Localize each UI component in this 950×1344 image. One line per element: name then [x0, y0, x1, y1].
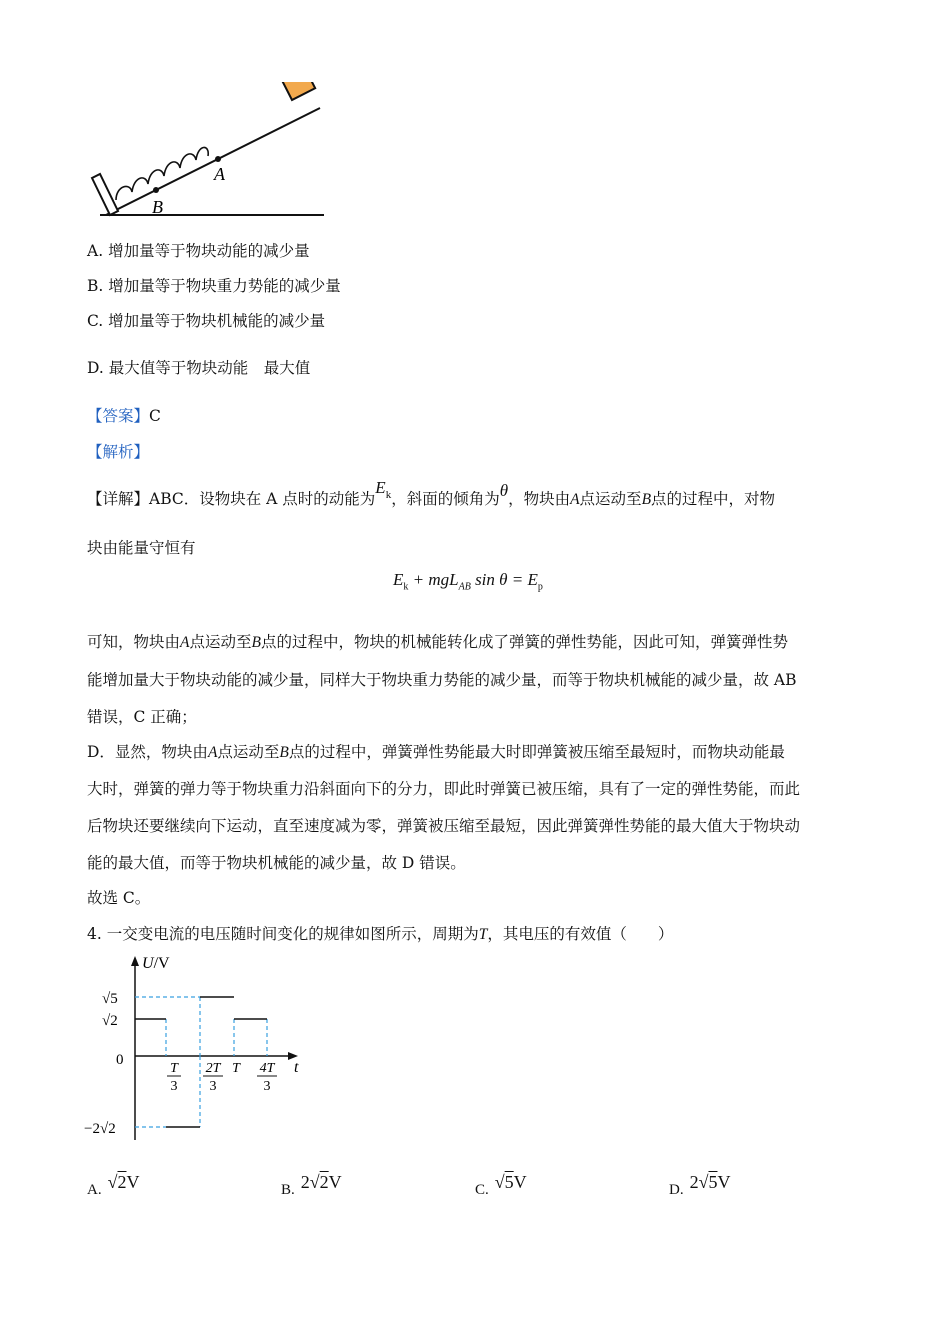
p2-line-2: 大时，弹簧的弹力等于物块重力沿斜面向下的分力，即此时弹簧已被压缩，具有了一定的弹性势能，而此: [87, 780, 801, 798]
x-tick-2t3-num: 2T: [205, 1061, 221, 1076]
option-b[interactable]: B. 增加量等于物块重力势能的减少量: [87, 277, 341, 295]
p1-line-3: 错误，C 正确；: [87, 708, 197, 726]
spring-incline-figure: [88, 82, 333, 222]
spring-coil: [116, 147, 208, 200]
incline-line: [106, 108, 320, 215]
p1-line-1: 可知，物块由A点运动至B点的过程中，物块的机械能转化成了弹簧的弹性势能，因此可知，弹簧弹性势: [87, 633, 788, 651]
y-tick-sqrt2: √2: [102, 1013, 118, 1029]
p2-line-1: D．显然，物块由A点运动至B点的过程中，弹簧弹性势能最大时即弹簧被压缩至最短时，而物块动能最: [87, 743, 785, 761]
svg-text:U/V: [142, 955, 170, 972]
x-tick-2t3-den: 3: [209, 1079, 217, 1094]
option-c[interactable]: C. 增加量等于物块机械能的减少量: [87, 312, 326, 330]
detail-line-2: 块由能量守恒有: [87, 539, 196, 557]
y-axis-unit: /V: [153, 955, 170, 972]
answer-value: C: [149, 407, 161, 425]
answer-line: [87, 405, 161, 427]
conclusion: 故选 C。: [87, 889, 151, 907]
voltage-time-graph: [80, 950, 320, 1145]
wall-block: [92, 174, 118, 215]
orange-block: [280, 82, 315, 100]
point-a-dot: [215, 156, 221, 162]
option-a[interactable]: A. 增加量等于物块动能的减少量: [87, 242, 310, 260]
p2-line-4: 能的最大值，而等于物块机械能的减少量，故 D 错误。: [87, 854, 466, 872]
y-tick-sqrt5: √5: [102, 991, 118, 1007]
detail-line-1: 【详解】ABC．设物块在 A 点时的动能为$E^k$，斜面的倾角为θ，物块由A点运动至B点的过程中，对物: [87, 478, 776, 508]
x-tick-t3-den: 3: [170, 1079, 178, 1094]
detail-tag: 【详解】: [87, 490, 150, 508]
y-axis-arrow-icon: [131, 956, 139, 966]
q4-option-c[interactable]: C. √5V: [475, 1172, 527, 1198]
x-axis-label: t: [294, 1059, 299, 1076]
analysis-tag: 【解析】: [87, 443, 150, 461]
q4-option-a[interactable]: A. √2V: [87, 1172, 140, 1198]
x-tick-t3-num: T: [170, 1061, 178, 1076]
q4-option-d[interactable]: D. 2√5V: [669, 1172, 731, 1198]
origin-label: 0: [116, 1052, 124, 1068]
p1-line-2: 能增加量大于物块动能的减少量，同样大于物块重力势能的减少量，而等于物块机械能的减少量，故 AB: [87, 671, 797, 689]
x-tick-4t3-num: 4T: [259, 1061, 275, 1076]
x-tick-t: T: [232, 1061, 240, 1076]
label-a: A: [214, 164, 225, 184]
x-tick-4t3-den: 3: [263, 1079, 271, 1094]
label-b: B: [152, 197, 163, 217]
p2-line-3: 后物块还要继续向下运动，直至速度减为零，弹簧被压缩至最短，因此弹簧弹性势能的最大值大于物块动: [87, 817, 801, 835]
point-b-dot: [153, 187, 159, 193]
answer-tag: 【答案】: [87, 407, 150, 425]
question-4-stem: 4. 一交变电流的电压随时间变化的规律如图所示，周期为T，其电压的有效值（ ）: [87, 925, 674, 943]
energy-formula: $E_k + mgL_{AB}$ $\sin \theta = E_p$: [393, 570, 543, 593]
option-d[interactable]: D. 最大值等于物块动能 最大值: [87, 359, 311, 377]
y-axis-label: U: [142, 955, 154, 972]
y-tick-neg2sqrt2: −2√2: [84, 1121, 116, 1137]
q4-option-b[interactable]: B. 2√2V: [281, 1172, 342, 1198]
